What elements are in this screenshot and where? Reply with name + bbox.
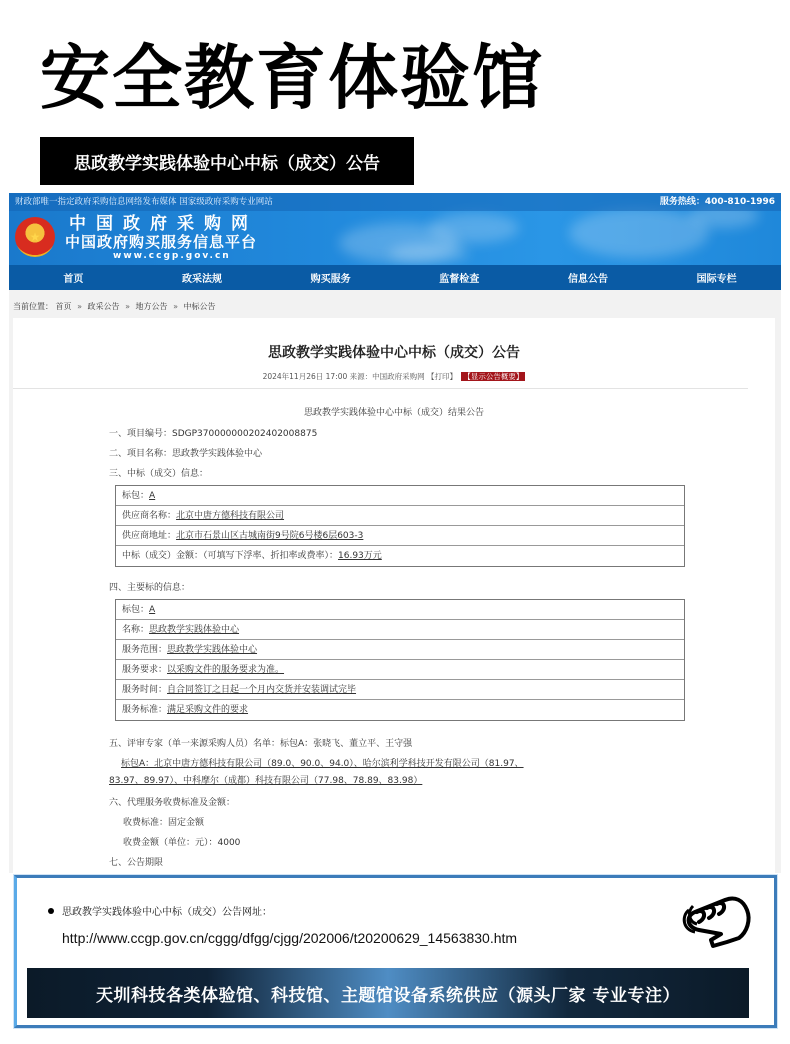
divider <box>13 388 748 389</box>
subject-table <box>115 599 685 721</box>
table-row <box>116 660 684 680</box>
row-value: A <box>149 605 156 615</box>
national-emblem-icon: ★ <box>15 217 55 257</box>
breadcrumb-separator: » <box>77 302 82 311</box>
table-row <box>116 526 684 546</box>
row-value: 16.93万元 <box>338 551 382 561</box>
project-name: 二、项目名称：思政教学实践体验中心 <box>109 449 263 459</box>
main-nav <box>9 265 781 290</box>
nav-announcements[interactable]: 信息公告 <box>567 274 608 285</box>
row-value: 满足采购文件的要求 <box>167 705 249 715</box>
article-subtitle: 思政教学实践体验中心中标（成交）结果公告 <box>303 408 484 418</box>
table-row <box>116 486 684 506</box>
logo-subtitle: 中国政府购买服务信息平台 <box>65 233 258 251</box>
table-row <box>116 640 684 660</box>
table-row <box>116 620 684 640</box>
site-slogan: 财政部唯一指定政府采购信息网络发布媒体 国家级政府采购专业网站 <box>9 193 781 211</box>
article-meta <box>13 371 775 382</box>
scores-line-2: 83.97、89.97）、中科摩尔（成都）科技有限公司（77.98、78.89、83.98） <box>109 776 423 786</box>
project-number: 一、项目编号：SDGP370000000202402008875 <box>109 429 318 439</box>
article <box>13 318 775 873</box>
row-label: 服务标准： <box>122 705 168 715</box>
source-label: 思政教学实践体验中心中标（成交）公告网址： <box>62 907 272 918</box>
table-row <box>116 680 684 700</box>
nav-regulations[interactable]: 政采法规 <box>181 274 222 285</box>
print-link[interactable]: 【打印】 <box>427 372 458 381</box>
award-info-heading: 三、中标（成交）信息： <box>109 469 209 479</box>
row-value: A <box>149 491 156 501</box>
scores-line-1: 标包A：北京中唐方德科技有限公司（89.0、90.0、94.0）、哈尔滨利学科技开发有限公司（81.97、 <box>121 759 524 769</box>
breadcrumb-prefix: 当前位置： <box>13 302 53 311</box>
row-value: 以采购文件的服务要求为准。 <box>167 665 285 675</box>
row-label: 名称： <box>122 625 150 635</box>
source-url[interactable]: http://www.ccgp.gov.cn/cggg/dfgg/cjgg/202006/t20200629_14563830.htm <box>62 930 518 946</box>
row-value: 北京市石景山区古城南街9号院6号楼6层603-3 <box>176 531 364 541</box>
source-card <box>14 875 777 1028</box>
fee-amount: 收费金额（单位：元）：4000 <box>123 838 241 848</box>
row-label: 中标（成交）金额：（可填写下浮率、折扣率或费率）： <box>122 551 339 561</box>
pointing-hand-icon <box>677 890 755 952</box>
supplier-banner: 天圳科技各类体验馆、科技馆、主题馆设备系统供应（源头厂家 专业专注） <box>27 968 749 1018</box>
breadcrumb-home[interactable]: 首页 <box>55 302 72 311</box>
row-label: 供应商名称： <box>122 511 177 521</box>
row-value: 思政教学实践体验中心 <box>167 645 258 655</box>
site-header <box>9 193 781 265</box>
row-label: 服务要求： <box>122 665 168 675</box>
fee-standard: 收费标准：固定金额 <box>123 818 205 828</box>
row-label: 标包： <box>122 605 150 615</box>
breadcrumb-separator: » <box>125 302 130 311</box>
row-label: 服务范围： <box>122 645 168 655</box>
hotline: 服务热线：400-810-1996 <box>659 197 775 207</box>
notice-period-heading: 七、公告期限 <box>109 858 164 868</box>
breadcrumb-separator: » <box>173 302 178 311</box>
row-label: 供应商地址： <box>122 531 177 541</box>
logo-title[interactable]: 中国政府采购网 <box>69 214 258 234</box>
breadcrumb-award[interactable]: 中标公告 <box>183 302 216 311</box>
show-summary-button[interactable]: 【显示公告概要】 <box>463 372 524 381</box>
table-row <box>116 506 684 526</box>
table-row <box>116 600 684 620</box>
bullet-icon <box>48 908 54 914</box>
table-row <box>116 546 684 566</box>
row-label: 服务时间： <box>122 685 168 695</box>
logo-url: www.ccgp.gov.cn <box>113 251 231 261</box>
row-value: 思政教学实践体验中心 <box>149 625 240 635</box>
award-table <box>115 485 685 567</box>
website-screenshot <box>9 193 781 873</box>
row-value: 北京中唐方德科技有限公司 <box>176 511 285 521</box>
subject-info-heading: 四、主要标的信息： <box>109 583 191 593</box>
row-value: 自合同签订之日起一个月内交货并安装调试完毕 <box>167 685 357 695</box>
breadcrumb-local[interactable]: 地方公告 <box>135 302 168 311</box>
nav-purchase-services[interactable]: 购买服务 <box>310 274 351 285</box>
nav-international[interactable]: 国际专栏 <box>696 274 737 285</box>
publish-date: 2024年11月26日 17:00 <box>262 372 348 381</box>
nav-supervision[interactable]: 监督检查 <box>439 274 480 285</box>
breadcrumb <box>13 301 216 312</box>
nav-home[interactable]: 首页 <box>63 274 84 285</box>
hero-title: 安全教育体验馆 <box>40 37 544 119</box>
table-row <box>116 700 684 720</box>
hero-badge: 思政教学实践体验中心中标（成交）公告 <box>40 137 414 185</box>
agency-fee-heading: 六、代理服务收费标准及金额： <box>109 798 236 808</box>
source: 来源：中国政府采购网 <box>349 372 425 381</box>
reviewers: 五、评审专家（单一来源采购人员）名单：标包A：张晓飞、董立平、王守强 <box>109 739 413 749</box>
breadcrumb-procurement[interactable]: 政采公告 <box>87 302 120 311</box>
row-label: 标包： <box>122 491 150 501</box>
article-title: 思政教学实践体验中心中标（成交）公告 <box>268 345 520 361</box>
